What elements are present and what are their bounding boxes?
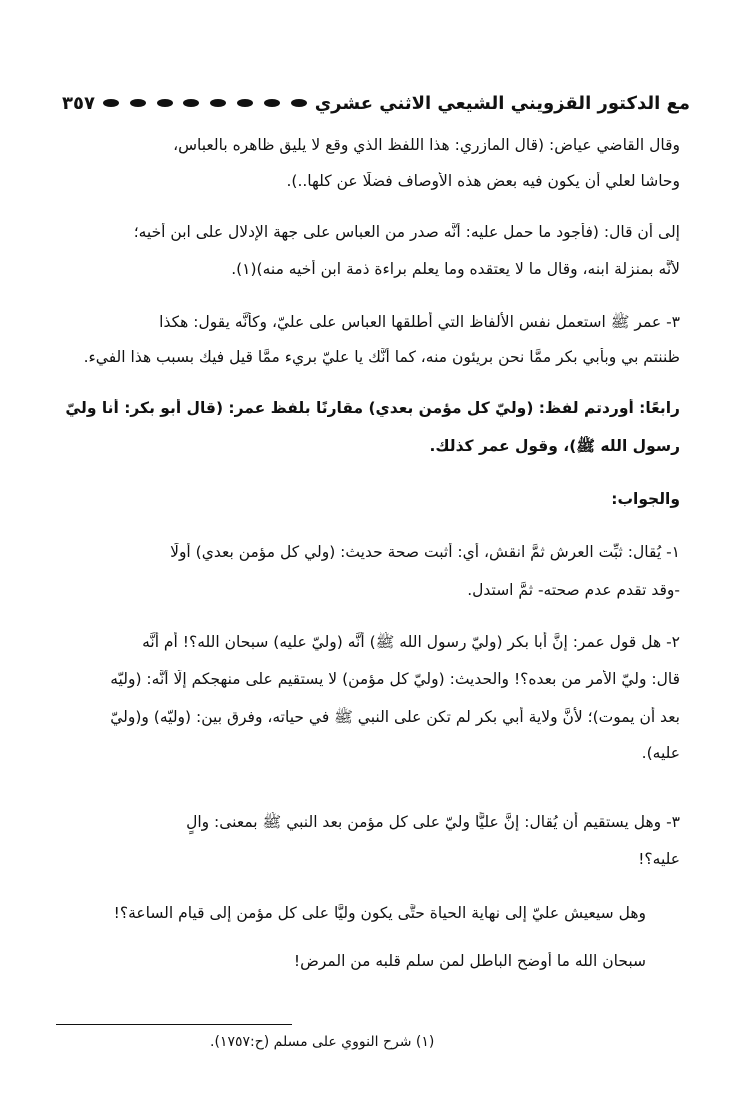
paragraph-6-line-1: ١- يُقال: ثبِّت العرش ثمَّ انقش، أي: أثبت صحة حديث: (ولي كل مؤمن بعدي) أولًا [170,543,680,561]
paragraph-2-line-1: إلى أن قال: (فأجود ما حمل عليه: أنَّه صدر من العباس على جهة الإدلال على ابن أخيه؛ [133,223,680,241]
header-title: مع الدكتور القزويني الشيعي الاثني عشري [314,92,690,114]
paragraph-1-line-1: وقال القاضي عياض: (قال المازري: هذا اللفظ الذي وقع لا يليق ظاهره بالعباس، [173,136,680,154]
footnote: (١) شرح النووي على مسلم (ح:١٧٥٧). [210,1034,435,1050]
paragraph-6-line-2: -وقد تقدم عدم صحته- ثمَّ استدل. [467,581,680,599]
paragraph-4-line-1: رابعًا: أوردتم لفظ: (وليّ كل مؤمن بعدي) مقارنًا بلفظ عمر: (قال أبو بكر: أنا وليّ [65,399,680,417]
paragraph-7-line-3: بعد أن يموت)؛ لأنَّ ولاية أبي بكر لم تكن على النبي ﷺ في حياته، وفرق بين: (وليّه) و(وليّ [110,708,680,726]
paragraph-7-line-2: قال: وليّ الأمر من بعده؟! والحديث: (وليّ كل مؤمن) لا يستقيم على منهجكم إلَّا أنَّه: (وليّه [110,670,680,688]
paragraph-8-line-1: ٣- وهل يستقيم أن يُقال: إنَّ عليًّا وليّ على كل مؤمن بعد النبي ﷺ بمعنى: والٍ [186,813,680,831]
paragraph-2-line-2: لأنَّه بمنزلة ابنه، وقال ما لا يعتقده وما يعلم براءة ذمة ابن أخيه منه)(١). [231,260,680,278]
paragraph-3-line-2: ظننتم بي وبأبي بكر ممَّا نحن بريئون منه، كما أنَّك يا عليّ بريء ممَّا قيل فيك بسبب هذا الفيء. [83,348,680,366]
page-number: ٣٥٧ [62,92,95,114]
paragraph-8-line-2: عليه؟! [638,850,680,868]
paragraph-7-line-4: عليه). [641,744,680,762]
footnote-divider [56,1024,292,1025]
paragraph-7-line-1: ٢- هل قول عمر: إنَّ أبا بكر (وليّ رسول الله ﷺ) أنَّه (وليّ عليه) سبحان الله؟! أم أنَّه [142,633,680,651]
paragraph-1-line-2: وحاشا لعلي أن يكون فيه بعض هذه الأوصاف فضلًا عن كلها..). [286,172,680,190]
paragraph-4-line-2: رسول الله ﷺ)، وقول عمر كذلك. [429,437,680,455]
paragraph-3-line-1: ٣- عمر ﷺ استعمل نفس الألفاظ التي أطلقها العباس على عليّ، وكأنَّه يقول: هكذا [159,313,680,331]
running-header [62,86,690,120]
answer-heading: والجواب: [611,490,680,508]
paragraph-9: وهل سيعيش عليّ إلى نهاية الحياة حتَّى يكون وليًّا على كل مؤمن إلى قيام الساعة؟! [113,904,646,922]
header-ornament [103,97,307,109]
paragraph-10: سبحان الله ما أوضح الباطل لمن سلم قلبه من المرض! [293,952,646,970]
